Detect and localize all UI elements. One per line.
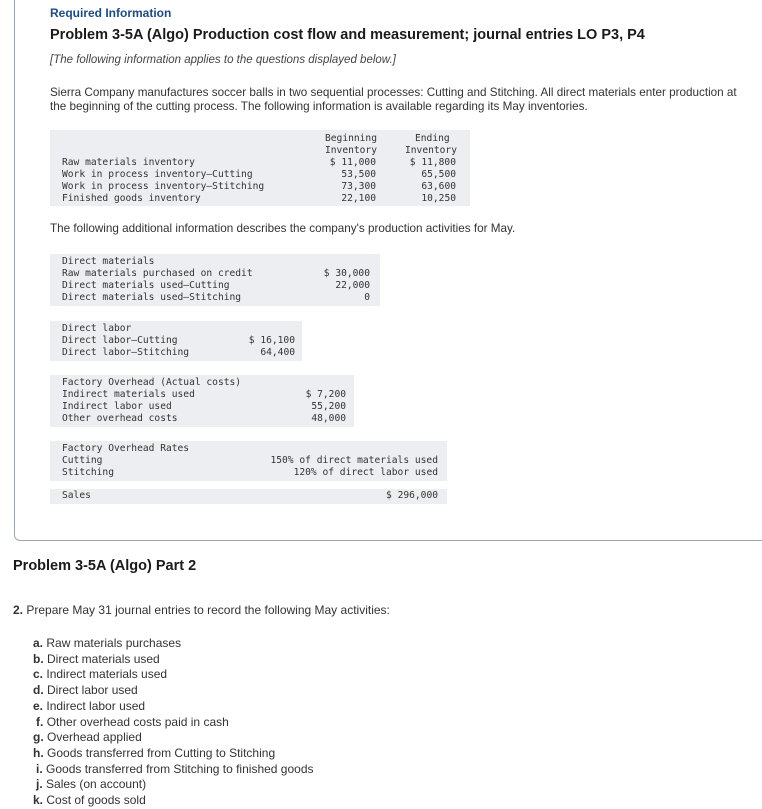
- item-text: Other overhead costs paid in cash: [46, 714, 229, 729]
- item-letter: h.: [33, 745, 44, 760]
- item-text: Goods transferred from Cutting to Stitching: [47, 745, 276, 760]
- applies-note: [The following information applies to the questions displayed below.]: [50, 54, 396, 66]
- sales-value: $ 296,000: [386, 490, 438, 501]
- inv-row-label: Raw materials inventory: [62, 157, 195, 168]
- item-text: Indirect labor used: [46, 698, 146, 713]
- overhead-rates-table: [50, 441, 447, 481]
- list-item: [33, 699, 314, 715]
- item-letter: i.: [36, 761, 43, 776]
- item-text: Raw materials purchases: [46, 636, 182, 650]
- dl-row-value: $ 16,100: [248, 335, 295, 346]
- item-letter: a.: [33, 636, 44, 650]
- inv-row-beginning: $ 11,000: [329, 157, 376, 168]
- sales-table: [50, 489, 447, 504]
- item-text: Direct materials used: [47, 651, 160, 666]
- required-information-label: Required Information: [50, 6, 172, 20]
- inv-row-ending: 63,600: [421, 181, 456, 192]
- direct-labor-heading: Direct labor: [62, 323, 132, 334]
- inv-row-label: Work in process inventory—Cutting: [62, 169, 253, 180]
- list-item: [33, 636, 314, 652]
- item-letter: c.: [33, 667, 44, 682]
- item-text: Direct labor used: [47, 683, 138, 698]
- inv-row-beginning: 22,100: [341, 193, 376, 204]
- inventory-table: [50, 130, 470, 206]
- or-row-value: 150% of direct materials used: [270, 455, 438, 466]
- col-beginning-header-2: Inventory: [325, 145, 377, 156]
- dm-row-value: $ 30,000: [323, 268, 370, 279]
- instruction: [13, 603, 390, 617]
- item-letter: f.: [36, 714, 44, 729]
- item-text: Sales (on account): [46, 777, 147, 792]
- inv-row-label: Work in process inventory—Stitching: [62, 181, 265, 192]
- item-text: Overhead applied: [47, 730, 142, 745]
- list-item: [33, 652, 314, 668]
- dm-row-value: 22,000: [335, 280, 370, 291]
- list-item: [33, 793, 314, 809]
- instruction-number: 2.: [13, 603, 24, 617]
- fo-row-label: Indirect materials used: [62, 389, 195, 400]
- or-row-value: 120% of direct labor used: [293, 467, 438, 478]
- factory-overhead-table: [50, 375, 354, 427]
- sales-label: Sales: [62, 490, 91, 501]
- list-item: [33, 730, 314, 746]
- item-letter: d.: [33, 683, 44, 698]
- item-letter: j.: [36, 777, 43, 792]
- inv-row-beginning: 73,300: [341, 181, 376, 192]
- dm-row-value: 0: [364, 292, 370, 303]
- dl-row-value: 64,400: [260, 347, 295, 358]
- list-item: [33, 715, 314, 731]
- or-row-label: Cutting: [62, 455, 103, 466]
- item-text: Indirect materials used: [46, 667, 168, 682]
- item-letter: k.: [33, 793, 44, 808]
- inv-row-ending: 65,500: [421, 169, 456, 180]
- direct-labor-table: [50, 321, 302, 361]
- dl-row-label: Direct labor—Cutting: [62, 335, 178, 346]
- overhead-rates-heading: Factory Overhead Rates: [62, 443, 190, 454]
- additional-info-text: The following additional information describes the company's production activities for May.: [50, 222, 516, 235]
- instruction-text: Prepare May 31 journal entries to record the following May activities:: [26, 603, 390, 617]
- item-text: Goods transferred from Stitching to finished goods: [46, 761, 314, 776]
- fo-row-value: 48,000: [311, 413, 346, 424]
- fo-row-value: $ 7,200: [305, 389, 346, 400]
- dm-row-label: Direct materials used—Stitching: [62, 292, 242, 303]
- inv-row-ending: 10,250: [421, 193, 456, 204]
- fo-row-label: Indirect labor used: [62, 401, 172, 412]
- factory-overhead-heading: Factory Overhead (Actual costs): [62, 377, 242, 388]
- direct-materials-heading: Direct materials: [62, 256, 155, 267]
- list-item: [33, 667, 314, 683]
- item-letter: b.: [33, 651, 44, 666]
- or-row-label: Stitching: [62, 467, 114, 478]
- activity-list: [33, 636, 314, 809]
- inv-row-ending: $ 11,800: [409, 157, 456, 168]
- problem-title: Problem 3-5A (Algo) Production cost flow and measurement; journal entries LO P3, P4: [50, 27, 645, 43]
- col-beginning-header-1: Beginning: [325, 133, 377, 144]
- part-title: Problem 3-5A (Algo) Part 2: [13, 558, 197, 574]
- col-ending-header-2: Inventory: [405, 145, 457, 156]
- inv-row-label: Finished goods inventory: [62, 193, 201, 204]
- item-text: Cost of goods sold: [46, 793, 146, 808]
- intro-paragraph: Sierra Company manufactures soccer balls in two sequential processes: Cutting and Stitching. All direct materials enter production at the beginning of the cutting process. The following information is available regarding its May inventories.: [50, 86, 737, 113]
- direct-materials-table: [50, 254, 380, 306]
- list-item: [33, 683, 314, 699]
- inv-row-beginning: 53,500: [341, 169, 376, 180]
- list-item: [33, 777, 314, 793]
- fo-row-label: Other overhead costs: [62, 413, 178, 424]
- dm-row-label: Raw materials purchased on credit: [62, 268, 253, 279]
- fo-row-value: 55,200: [311, 401, 346, 412]
- list-item: [33, 762, 314, 778]
- dl-row-label: Direct labor—Stitching: [62, 347, 190, 358]
- item-letter: e.: [33, 698, 44, 713]
- col-ending-header-1: Ending: [415, 133, 450, 144]
- item-letter: g.: [33, 730, 44, 745]
- dm-row-label: Direct materials used—Cutting: [62, 280, 230, 291]
- list-item: [33, 746, 314, 762]
